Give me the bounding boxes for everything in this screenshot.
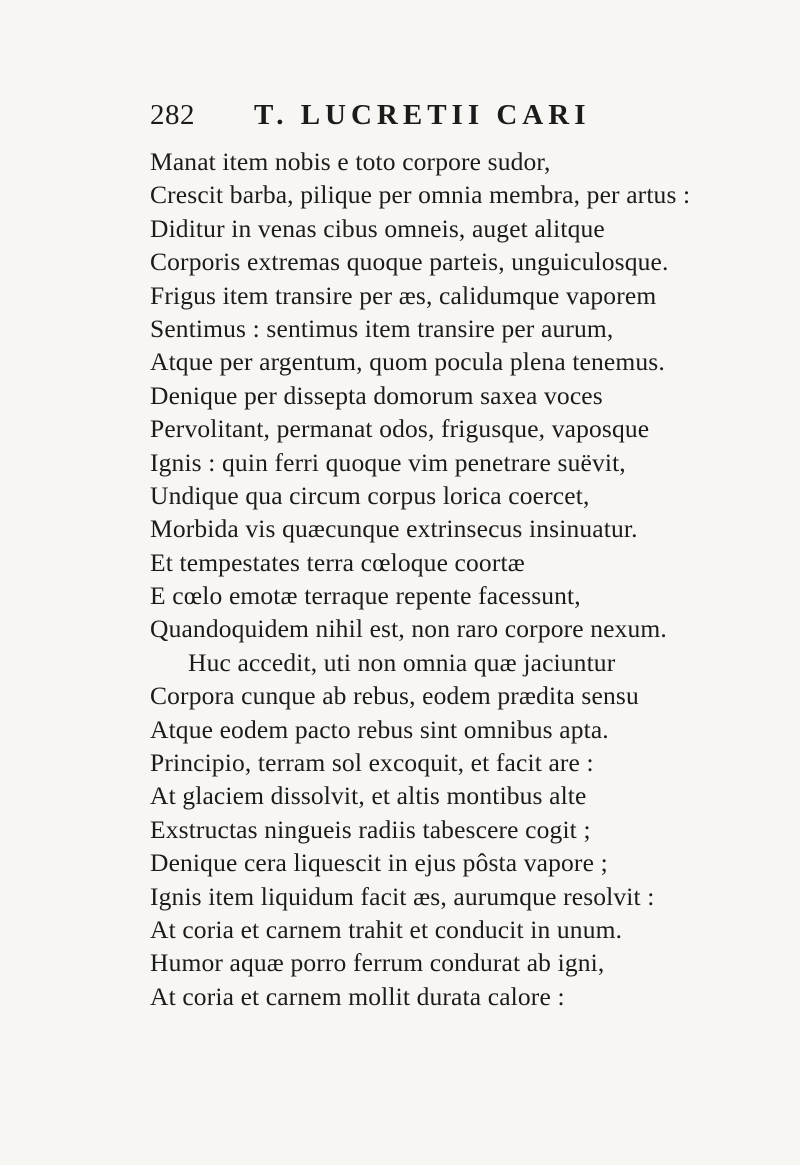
page-number: 282 (150, 99, 195, 131)
running-head (0, 99, 800, 139)
verse-line: Manat item nobis e toto corpore sudor, (150, 147, 551, 176)
verse-line: Et tempestates terra cœloque coortæ (150, 547, 525, 577)
verse-line: Diditur in venas cibus omneis, auget alitque (150, 213, 605, 243)
verse-line-paragraph-start: Huc accedit, uti non omnia quæ jaciuntur (188, 647, 616, 677)
verse-line: Denique per dissepta domorum saxea voces (150, 380, 603, 410)
verse-line: Corpora cunque ab rebus, eodem prædita sensu (150, 681, 639, 711)
verse-line: Morbida vis quæcunque extrinsecus insinuatur. (150, 514, 638, 544)
verse-line: Pervolitant, permanat odos, frigusque, vaposque (150, 414, 650, 444)
verse-line: At glaciem dissolvit, et altis montibus alte (150, 781, 587, 811)
verse-line: At coria et carnem trahit et conducit in unum. (150, 914, 623, 944)
verse-line: Frigus item transire per æs, calidumque vaporem (150, 280, 657, 310)
verse-line: Denique cera liquescit in ejus pôsta vapore ; (150, 848, 608, 878)
verse-line: Humor aquæ porro ferrum condurat ab igni, (150, 948, 605, 978)
verse-line: E cœlo emotæ terraque repente facessunt, (150, 581, 581, 611)
verse-line: Quandoquidem nihil est, non raro corpore nexum. (150, 614, 667, 644)
verse-line: Corporis extremas quoque parteis, unguiculosque. (150, 247, 669, 277)
verse-line: At coria et carnem mollit durata calore : (150, 981, 565, 1011)
verse-line: Ignis : quin ferri quoque vim penetrare suëvit, (150, 447, 626, 477)
verse-block (150, 145, 790, 1013)
verse-line: Exstructas ningueis radiis tabescere cogit ; (150, 814, 591, 844)
verse-line: Ignis item liquidum facit æs, aurumque resolvit : (150, 881, 655, 911)
verse-line: Crescit barba, pilique per omnia membra, per artus : (150, 180, 691, 210)
verse-line: Atque per argentum, quom pocula plena tenemus. (150, 347, 665, 377)
verse-line: Principio, terram sol excoquit, et facit are : (150, 748, 594, 778)
verse-line: Sentimus : sentimus item transire per aurum, (150, 313, 614, 343)
verse-line: Atque eodem pacto rebus sint omnibus apta. (150, 714, 609, 744)
verse-line: Undique qua circum corpus lorica coercet, (150, 480, 590, 510)
running-title: T. LUCRETII CARI (254, 99, 591, 131)
